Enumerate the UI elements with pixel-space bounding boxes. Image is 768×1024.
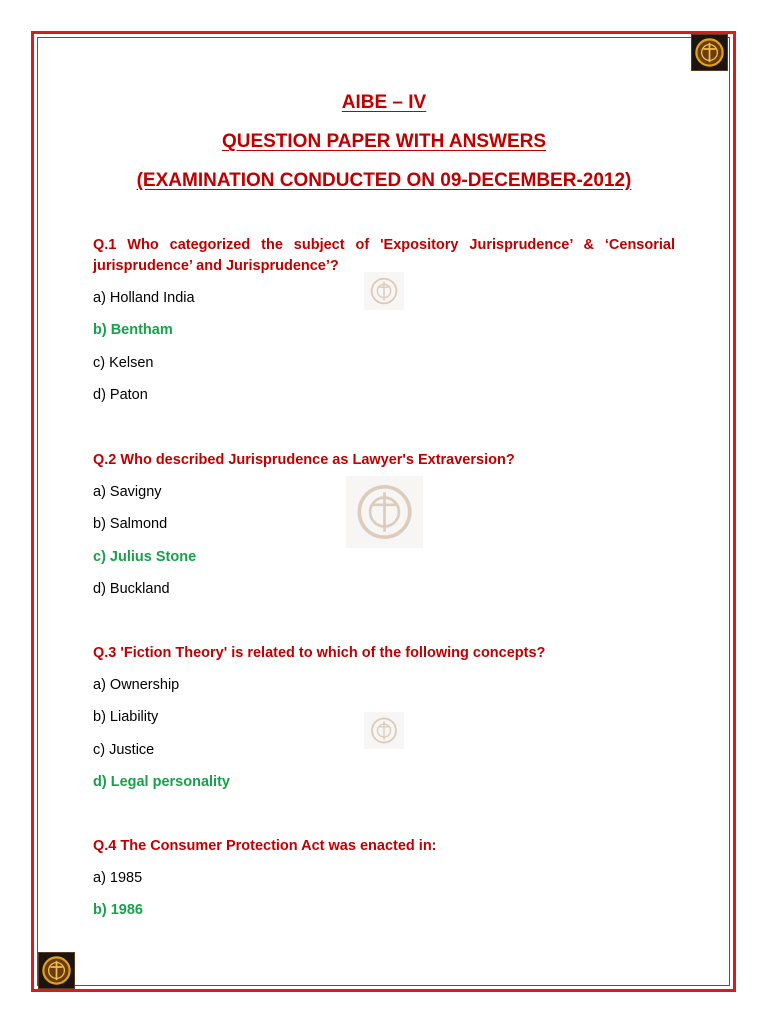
- question-1: [93, 235, 675, 418]
- option-a: a) Ownership: [93, 677, 180, 693]
- option-c: c) Kelsen: [93, 354, 154, 371]
- question-text: Q.1 Who categorized the subject of 'Expository Jurisprudence’ & ‘Censorial jurisprudence’ and Jurisprudence’?: [93, 237, 675, 274]
- question-text: Q.3 'Fiction Theory' is related to which of the following concepts?: [93, 645, 546, 661]
- option-a: a) 1985: [93, 870, 143, 886]
- seal-logo-icon: [691, 34, 728, 71]
- question-4: [93, 836, 675, 933]
- question-text: Q.2 Who described Jurisprudence as Lawyer's Extraversion?: [93, 452, 515, 468]
- exam-date-line: (EXAMINATION CONDUCTED ON 09-DECEMBER-2012): [136, 170, 632, 191]
- option-b-correct: b) 1986: [93, 902, 143, 919]
- option-b-correct: b) Bentham: [93, 322, 173, 339]
- option-b: b) Salmond: [93, 516, 168, 533]
- option-c-correct: c) Julius Stone: [93, 548, 197, 565]
- option-a: a) Savigny: [93, 484, 162, 500]
- question-3: [93, 643, 675, 805]
- page-subtitle: QUESTION PAPER WITH ANSWERS: [221, 131, 547, 152]
- option-d: d) Buckland: [93, 581, 170, 598]
- question-text: Q.4 The Consumer Protection Act was enacted in:: [93, 838, 437, 854]
- option-d-correct: d) Legal personality: [93, 774, 230, 791]
- question-2: [93, 450, 675, 612]
- page-title: AIBE – IV: [341, 92, 427, 113]
- option-d: d) Paton: [93, 387, 148, 404]
- seal-logo-icon: [38, 952, 75, 989]
- option-a: a) Holland India: [93, 290, 195, 306]
- option-b: b) Liability: [93, 709, 159, 726]
- option-c: c) Justice: [93, 741, 155, 758]
